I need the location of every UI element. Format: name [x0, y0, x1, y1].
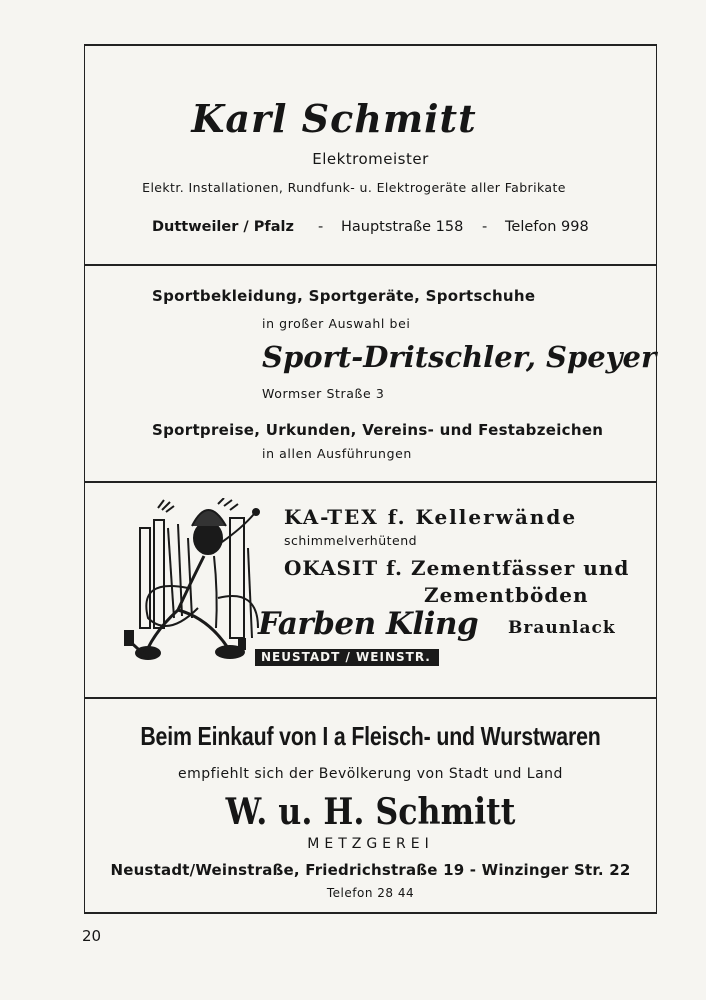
- divider: [84, 264, 657, 266]
- ad2-line2: in großer Auswahl bei: [262, 316, 411, 331]
- ad3-right-text: Braunlack: [508, 618, 616, 638]
- ad1-phone: Telefon 998: [505, 219, 589, 235]
- ad1-separator: -: [318, 219, 324, 235]
- ad2-line1: Sportbekleidung, Sportgeräte, Sportschuhe: [152, 287, 536, 305]
- ad4-address: Neustadt/Weinstraße, Friedrichstraße 19 - Winzinger Str. 22: [110, 861, 631, 879]
- ad3-brand-logo: Farben Kling: [258, 606, 479, 642]
- ad3-brand-city-banner: [255, 649, 439, 666]
- paint-brush-figure-illustration: [118, 498, 273, 668]
- page-frame: [84, 44, 657, 914]
- ad2-line3: Sportpreise, Urkunden, Vereins- und Festabzeichen: [152, 421, 604, 439]
- ad4-headline: Beim Einkauf von I a Fleisch- und Wurstwaren: [140, 721, 601, 751]
- ad4-phone: Telefon 28 44: [326, 886, 415, 900]
- ad2-address: Wormser Straße 3: [262, 386, 385, 401]
- brush-handle: [140, 528, 150, 628]
- ad3-brand-city: NEUSTADT / WEINSTR.: [261, 650, 431, 664]
- ad3-line1: KA-TEX f. Kellerwände: [284, 505, 578, 529]
- ad1-services: Elektr. Installationen, Rundfunk- u. Elektrogeräte aller Fabrikate: [142, 180, 566, 195]
- ad2-company-name: Sport-Dritschler, Speyer: [262, 340, 657, 374]
- ad4-line2: empfiehlt sich der Bevölkerung von Stadt und Land: [178, 766, 563, 782]
- page-number: 20: [82, 927, 102, 945]
- ad1-profession: Elektromeister: [312, 150, 429, 168]
- divider: [84, 697, 657, 699]
- ad3-line2: schimmelverhütend: [284, 533, 418, 548]
- ad3-line3: OKASIT f. Zementfässer und: [284, 556, 630, 580]
- ad4-trade: METZGEREI: [307, 836, 434, 852]
- ad1-street: Hauptstraße 158: [341, 219, 464, 235]
- ad1-separator: -: [482, 219, 488, 235]
- ad2-line4: in allen Ausführungen: [262, 446, 412, 461]
- ad3-line4: Zementböden: [424, 583, 589, 607]
- divider: [84, 481, 657, 483]
- ad1-company-name: Karl Schmitt: [191, 96, 477, 141]
- ad1-city: Duttweiler / Pfalz: [152, 219, 294, 235]
- ad4-company-name: W. u. H. Schmitt: [225, 791, 516, 833]
